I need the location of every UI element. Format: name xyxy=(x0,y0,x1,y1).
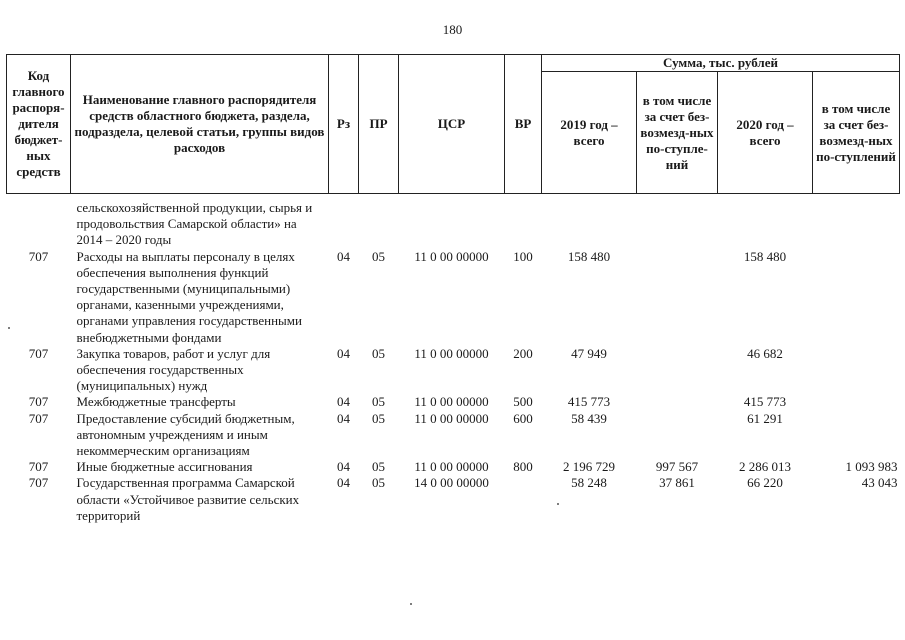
header-name: Наименование главного распорядителя средств областного бюджета, раздела, подраздела, целевой статьи, группы видов расходов xyxy=(71,55,329,194)
scan-speck xyxy=(8,327,10,329)
budget-table xyxy=(6,54,900,524)
cell-name: Государственная программа Самарской области «Устойчивое развитие сельских территорий xyxy=(76,475,300,523)
cell-2019-grants xyxy=(637,394,718,410)
table-header xyxy=(7,55,900,194)
cell-2019-grants: 997 567 xyxy=(655,459,699,475)
cell-name: Закупка товаров, работ и услуг для обеспечения государственных (муниципальных) нужд xyxy=(76,345,271,394)
cell-code: 707 xyxy=(28,345,49,361)
table-row xyxy=(7,249,900,346)
cell-2020-grants xyxy=(813,411,900,460)
cell-vr: 100 xyxy=(513,248,533,264)
cell-rz xyxy=(329,200,359,249)
cell-csr: 11 0 00 00000 xyxy=(414,394,489,410)
header-2019-total: 2019 год – всего xyxy=(542,72,637,194)
page-number: 180 xyxy=(442,22,463,37)
cell-rz: 04 xyxy=(337,410,350,426)
header-code: Код главного распоря-дителя бюджет-ных средств xyxy=(7,55,71,194)
cell-rz: 04 xyxy=(337,459,350,475)
table-row xyxy=(7,459,900,475)
cell-csr: 11 0 00 00000 xyxy=(414,459,489,475)
cell-rz: 04 xyxy=(337,475,350,491)
cell-2019-total xyxy=(542,200,637,249)
cell-name: сельскохозяйственной продукции, сырья и продовольствия Самарской области» на 2014 – 2020 годы xyxy=(76,200,313,248)
cell-code: 707 xyxy=(28,459,49,475)
header-rz: Рз xyxy=(329,55,359,194)
cell-pr: 05 xyxy=(372,248,385,264)
cell-2020-total: 2 286 013 xyxy=(739,459,791,475)
cell-pr: 05 xyxy=(372,345,385,361)
cell-name: Межбюджетные трансферты xyxy=(76,394,236,410)
cell-pr: 05 xyxy=(372,475,385,491)
cell-2019-grants: 37 861 xyxy=(659,475,695,491)
cell-2020-total xyxy=(718,200,813,249)
header-csr: ЦСР xyxy=(399,55,505,194)
table-body xyxy=(7,194,900,525)
table-row xyxy=(7,475,900,524)
cell-2020-grants: 43 043 xyxy=(861,475,898,491)
cell-code: 707 xyxy=(28,394,49,410)
table-row xyxy=(7,200,900,249)
cell-pr: 05 xyxy=(372,410,385,426)
cell-2019-total: 2 196 729 xyxy=(563,459,615,475)
header-2020-total: 2020 год – всего xyxy=(718,72,813,194)
cell-csr xyxy=(399,200,505,249)
table-row xyxy=(7,394,900,410)
cell-2019-total: 47 949 xyxy=(571,345,607,361)
header-vr: ВР xyxy=(505,55,542,194)
cell-csr: 11 0 00 00000 xyxy=(414,345,489,361)
header-2019-grants: в том числе за счет без-возмезд-ных по-ступле-ний xyxy=(637,72,718,194)
cell-vr: 600 xyxy=(513,410,533,426)
cell-vr: 200 xyxy=(513,345,533,361)
cell-csr: 11 0 00 00000 xyxy=(414,248,489,264)
cell-code: 707 xyxy=(28,410,49,426)
cell-2020-grants xyxy=(813,200,900,249)
cell-csr: 14 0 00 00000 xyxy=(414,475,489,491)
cell-code xyxy=(7,200,71,249)
cell-2020-total: 415 773 xyxy=(743,394,787,410)
cell-vr xyxy=(505,200,542,249)
cell-2019-grants xyxy=(637,249,718,346)
cell-2020-grants xyxy=(813,249,900,346)
cell-2019-total: 415 773 xyxy=(567,394,611,410)
cell-code: 707 xyxy=(28,475,49,491)
cell-2020-grants xyxy=(813,394,900,410)
cell-vr xyxy=(505,475,542,524)
cell-2020-total: 158 480 xyxy=(743,248,787,264)
cell-2020-total: 66 220 xyxy=(747,475,783,491)
cell-2019-grants xyxy=(637,346,718,395)
cell-name: Предоставление субсидий бюджетным, автономным учреждениям и иным некоммерческим организациям xyxy=(76,410,295,459)
cell-rz: 04 xyxy=(337,345,350,361)
cell-vr: 800 xyxy=(513,459,533,475)
cell-pr xyxy=(359,200,399,249)
table-row xyxy=(7,411,900,460)
cell-2019-grants xyxy=(637,200,718,249)
cell-2019-total: 58 439 xyxy=(571,410,607,426)
header-pr: ПР xyxy=(359,55,399,194)
cell-pr: 05 xyxy=(372,459,385,475)
table-row xyxy=(7,346,900,395)
cell-rz: 04 xyxy=(337,248,350,264)
scan-speck xyxy=(557,503,559,505)
cell-name: Расходы на выплаты персоналу в целях обеспечения выполнения функций государственными (муниципальными) органами, казенными учреждениями, органами управления государственными внебюджетными фондами xyxy=(76,248,302,345)
cell-2019-total: 58 248 xyxy=(571,475,607,491)
cell-2020-grants xyxy=(813,346,900,395)
cell-2020-total: 46 682 xyxy=(747,345,783,361)
scan-speck xyxy=(410,603,412,605)
cell-name: Иные бюджетные ассигнования xyxy=(76,459,253,475)
header-2020-grants: в том числе за счет без-возмезд-ных по-ступлений xyxy=(813,72,900,194)
cell-csr: 11 0 00 00000 xyxy=(414,410,489,426)
cell-pr: 05 xyxy=(372,394,385,410)
cell-rz: 04 xyxy=(337,394,350,410)
cell-2019-total: 158 480 xyxy=(567,248,611,264)
header-sum-group: Сумма, тыс. рублей xyxy=(542,55,900,72)
cell-2019-grants xyxy=(637,411,718,460)
cell-2020-total: 61 291 xyxy=(747,410,783,426)
cell-code: 707 xyxy=(28,248,49,264)
cell-2020-grants: 1 093 983 xyxy=(845,459,898,475)
cell-vr: 500 xyxy=(513,394,533,410)
